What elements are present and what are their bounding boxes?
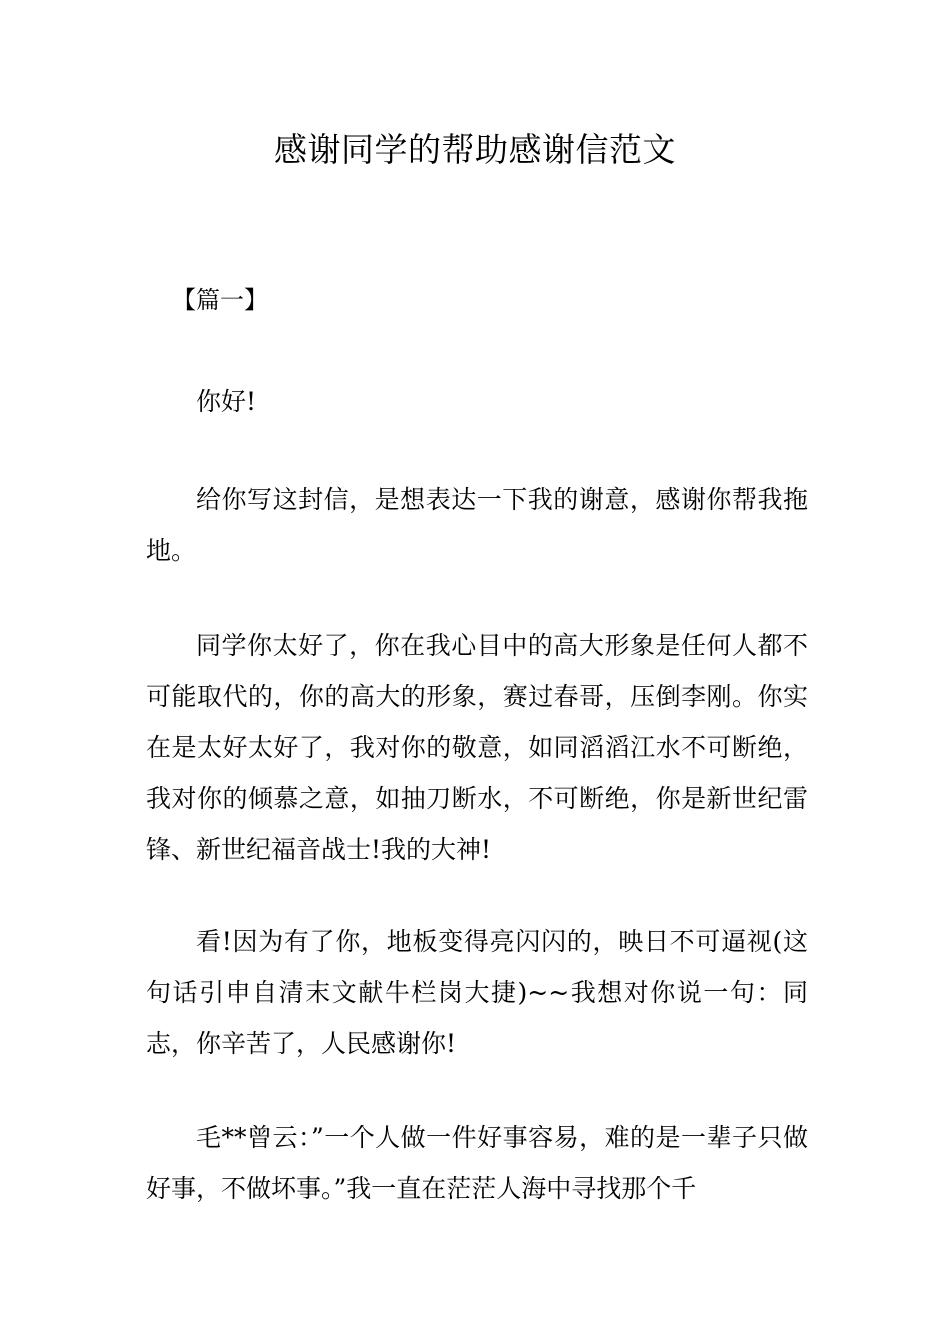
- paragraph-floor: 看!因为有了你，地板变得亮闪闪的，映日不可逼视(这句话引申自清末文献牛栏岗大捷)~~我想对你说一句：同志，你辛苦了，人民感谢你!: [146, 927, 808, 1058]
- paragraph-greeting: 你好!: [196, 387, 257, 416]
- document-title: 感谢同学的帮助感谢信范文: [274, 130, 676, 169]
- paragraph-quote: 毛**曾云：”一个人做一件好事容易，难的是一辈子只做好事，不做坏事。”我一直在茫茫人海中寻找那个千: [146, 1123, 808, 1203]
- paragraph-purpose: 给你写这封信，是想表达一下我的谢意，感谢你帮我拖地。: [146, 485, 808, 565]
- section-label: 【篇一】: [172, 286, 268, 314]
- paragraph-praise: 同学你太好了，你在我心目中的高大形象是任何人都不可能取代的，你的高大的形象，赛过春哥，压倒李刚。你实在是太好太好了，我对你的敬意，如同滔滔江水不可断绝，我对你的倾慕之意，如抽刀断水，不可断绝，你是新世纪雷锋、新世纪福音战士!我的大神!: [146, 631, 808, 864]
